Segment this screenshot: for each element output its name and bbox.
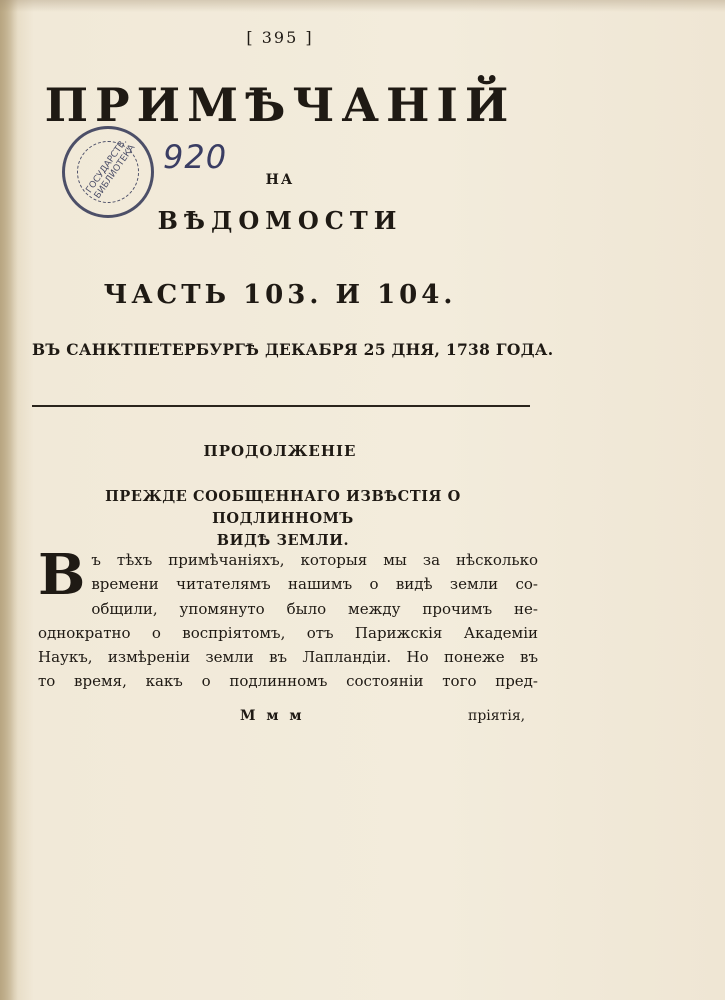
library-stamp: [62, 126, 154, 218]
body-line: общили, упомянуто было между прочимъ не-: [91, 599, 538, 618]
subheading-line: ПРЕЖДЕ СООБЩЕННАГО ИЗВѢСТІЯ О ПОДЛИННОМЪ: [105, 488, 461, 527]
body-line: ъ тѣхъ примѣчаніяхъ, которыя мы за нѣсколько: [91, 551, 538, 569]
issue-parts: ЧАСТЬ 103. И 104.: [103, 280, 457, 310]
drop-cap: В: [38, 542, 86, 608]
subheading-line: ВИДѢ ЗЕМЛИ.: [216, 532, 350, 549]
body-line: Наукъ, измѣреніи земли въ Лапландіи. Но понеже въ: [38, 648, 538, 667]
subtitle-vedomosti: ВѢДОМОСТИ: [157, 206, 403, 235]
body-line: однократно о воспріятомъ, отъ Парижскія Академіи: [38, 623, 538, 642]
page-title: ПРИМѢЧАНІЙ: [44, 78, 516, 132]
dateline: ВЪ САНКТПЕТЕРБУРГѢ ДЕКАБРЯ 25 ДНЯ, 1738 ГОДА.: [32, 340, 554, 359]
body-paragraph: [38, 542, 538, 694]
signature-mark: М м м: [240, 708, 305, 724]
binding-shadow: [0, 0, 18, 1000]
section-heading: ПРОДОЛЖЕНІЕ: [203, 442, 357, 460]
divider-rule: [32, 405, 530, 407]
subtitle-preposition: НА: [265, 172, 295, 188]
handwritten-number: 920: [163, 138, 228, 176]
body-line: то время, какъ о подлинномъ состояніи того пред-: [38, 672, 538, 691]
section-subheading: [38, 486, 528, 552]
page-number: [ 395 ]: [246, 28, 314, 47]
catchword: пріятія,: [468, 708, 526, 724]
stamp-label: ГОСУДАРСТВ. БИБЛИОТЕКА: [84, 137, 138, 201]
top-edge-shadow: [0, 0, 725, 12]
body-line: времени читателямъ нашимъ о видѣ земли со-: [91, 575, 538, 594]
